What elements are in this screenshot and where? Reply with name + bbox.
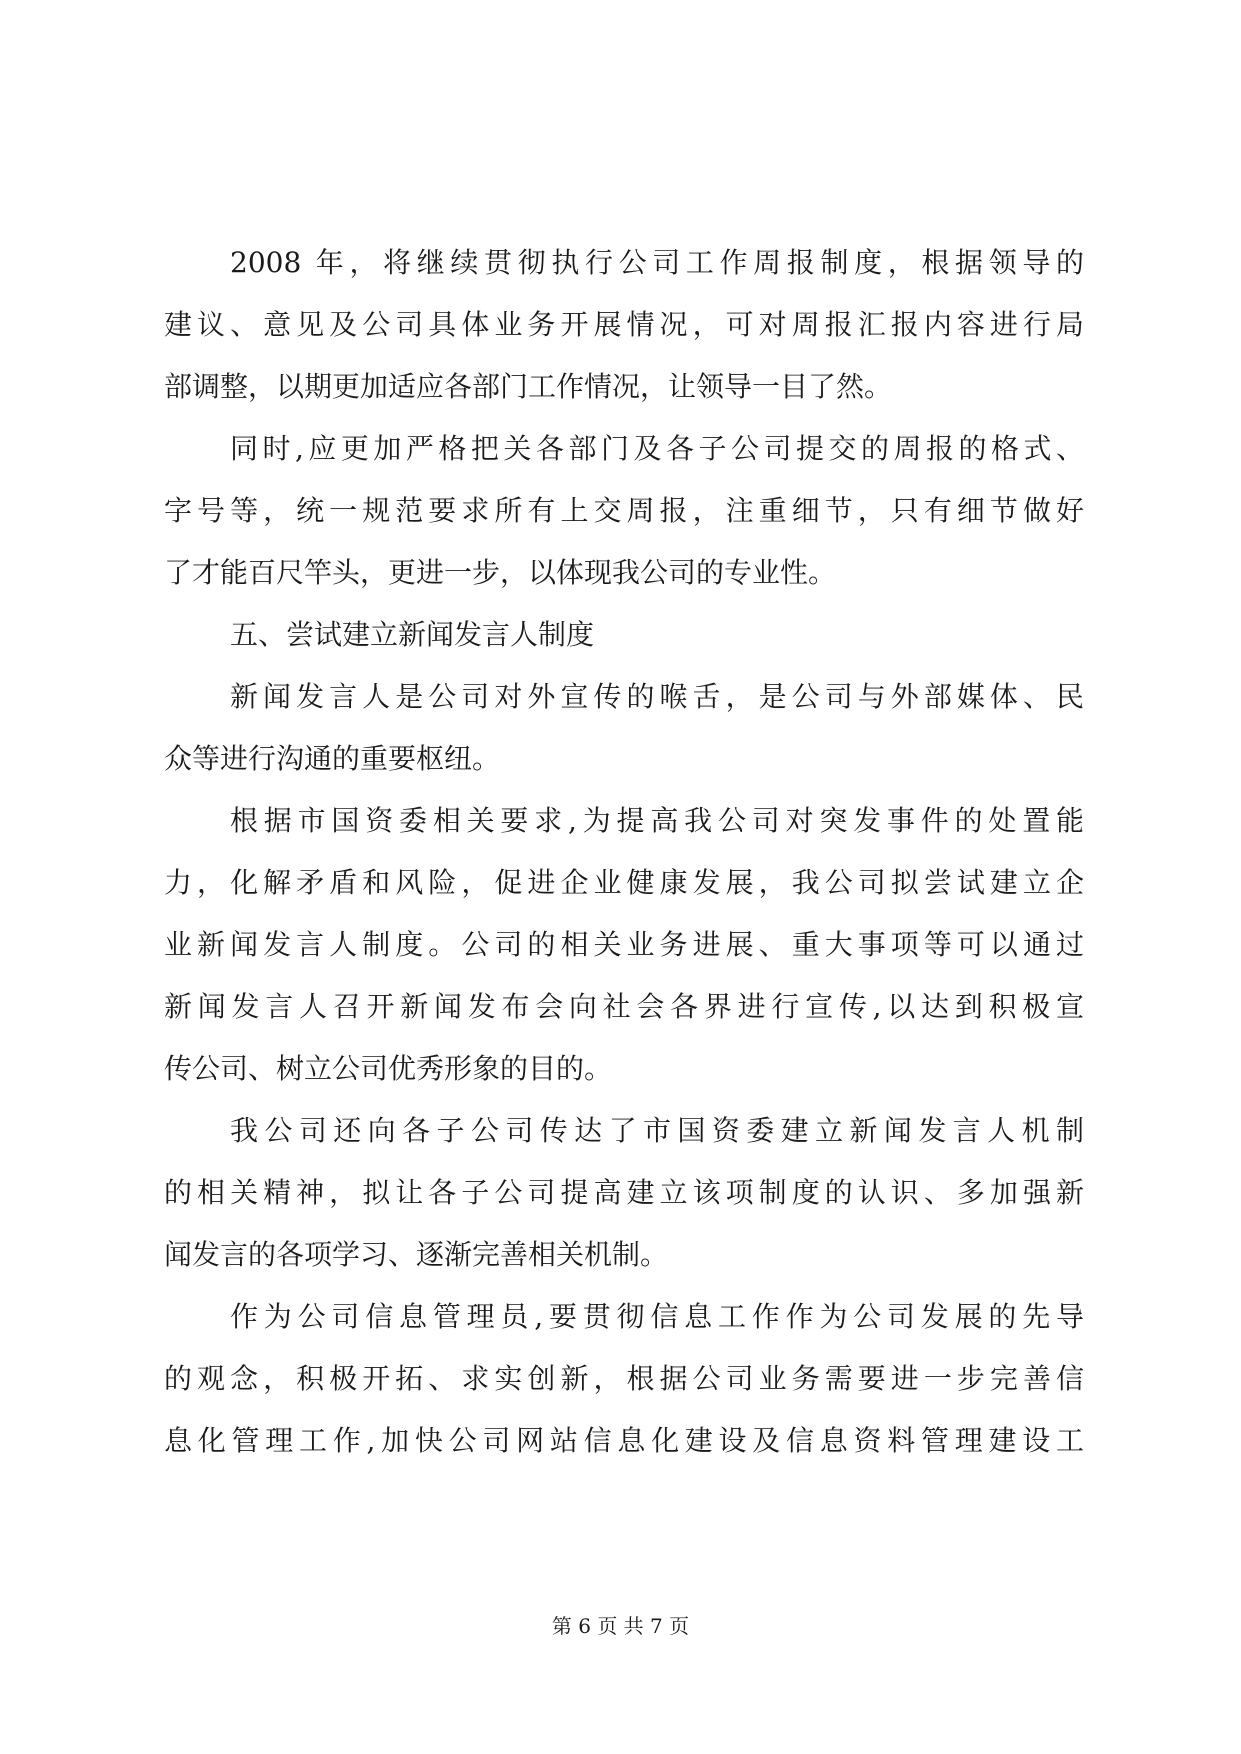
- text-line: 息化管理工作,加快公司网站信息化建设及信息资料管理建设工: [164, 1424, 1084, 1457]
- paragraph: [164, 418, 1084, 604]
- text-line: 根据市国资委相关要求,为提高我公司对突发事件的处置能: [230, 804, 1084, 837]
- text-line: 2008 年，将继续贯彻执行公司工作周报制度，根据领导的: [230, 246, 1084, 279]
- text-line: 字号等，统一规范要求所有上交周报，注重细节，只有细节做好: [164, 494, 1084, 527]
- paragraph: [164, 1100, 1084, 1286]
- page-number-footer: 第 6 页 共 7 页: [551, 1614, 690, 1638]
- text-line: 的相关精神，拟让各子公司提高建立该项制度的认识、多加强新: [164, 1176, 1084, 1209]
- paragraph: [164, 666, 1084, 790]
- text-line: 业新闻发言人制度。公司的相关业务进展、重大事项等可以通过: [164, 928, 1084, 961]
- text-line: 同时,应更加严格把关各部门及各子公司提交的周报的格式、: [230, 432, 1084, 465]
- text-line: 部调整，以期更加适应各部门工作情况，让领导一目了然。: [164, 370, 893, 403]
- body-text: [164, 232, 1084, 1472]
- paragraph: [164, 790, 1084, 1100]
- text-line: 的观念，积极开拓、求实创新，根据公司业务需要进一步完善信: [164, 1362, 1084, 1395]
- paragraph: [164, 232, 1084, 418]
- text-line: 力，化解矛盾和风险，促进企业健康发展，我公司拟尝试建立企: [164, 866, 1084, 899]
- section-heading: [164, 604, 1084, 666]
- paragraph: [164, 1286, 1084, 1472]
- text-line: 众等进行沟通的重要枢纽。: [164, 742, 501, 775]
- text-line: 我公司还向各子公司传达了市国资委建立新闻发言人机制: [230, 1114, 1084, 1147]
- text-line: 新闻发言人召开新闻发布会向社会各界进行宣传,以达到积极宣: [164, 990, 1084, 1023]
- text-line: 建议、意见及公司具体业务开展情况，可对周报汇报内容进行局: [164, 308, 1084, 341]
- text-line: 新闻发言人是公司对外宣传的喉舌，是公司与外部媒体、民: [230, 680, 1084, 713]
- text-line: 闻发言的各项学习、逐渐完善相关机制。: [164, 1238, 669, 1271]
- text-line: 作为公司信息管理员,要贯彻信息工作作为公司发展的先导: [230, 1300, 1084, 1333]
- text-line: 传公司、树立公司优秀形象的目的。: [164, 1052, 613, 1085]
- text-line: 五、尝试建立新闻发言人制度: [230, 618, 595, 651]
- text-line: 了才能百尺竿头，更进一步，以体现我公司的专业性。: [164, 556, 837, 589]
